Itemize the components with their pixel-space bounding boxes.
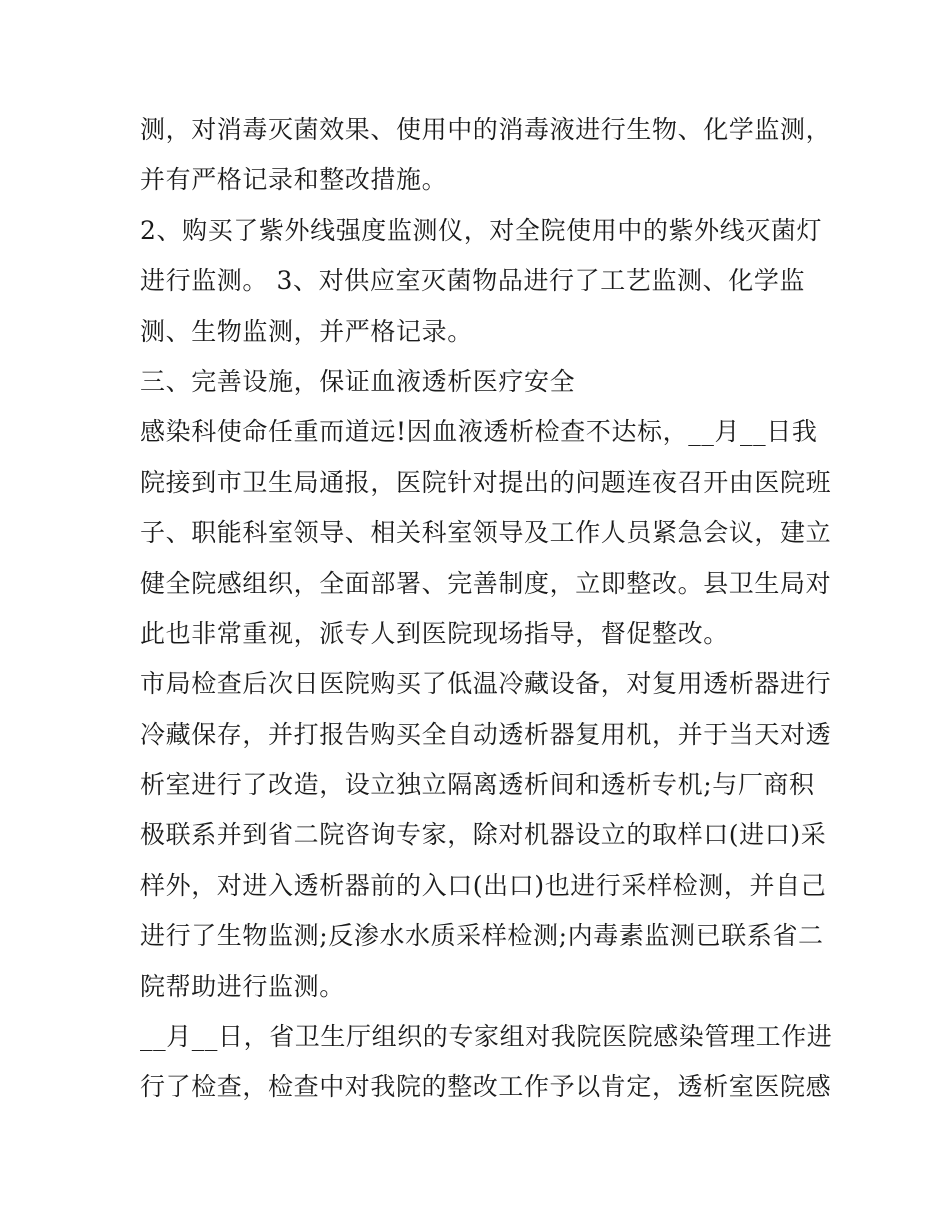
section-heading: 三、完善设施，保证血液透析医疗安全 <box>140 366 576 396</box>
text-line: 感染科使命任重而道远!因血液透析检查不达标，__月__日我 <box>140 417 818 447</box>
text-line: 并有严格记录和整改措施。 <box>140 165 448 195</box>
document-body <box>140 105 833 1113</box>
text-line: 进行了生物监测;反渗水水质采样检测;内毒素监测已联系省二 <box>140 921 824 951</box>
text-line: 极联系并到省二院咨询专家，除对机器设立的取样口(进口)采 <box>140 820 827 850</box>
text-line: 测，对消毒灭菌效果、使用中的消毒液进行生物、化学监测， <box>140 115 832 144</box>
text-line: 析室进行了改造，设立独立隔离透析间和透析专机;与厂商积 <box>140 770 815 800</box>
text-line: 行了检查，检查中对我院的整改工作予以肯定，透析室医院感 <box>140 1072 832 1102</box>
text-line: 此也非常重视，派专人到医院现场指导，督促整改。 <box>140 618 729 648</box>
text-line: 样外，对进入透析器前的入口(出口)也进行采样检测，并自己 <box>140 870 827 900</box>
text-line: 市局检查后次日医院购买了低温冷藏设备，对复用透析器进行 <box>140 669 832 699</box>
text-line: __月__日，省卫生厅组织的专家组对我院医院感染管理工作进 <box>140 1022 833 1052</box>
text-line: 冷藏保存，并打报告购买全自动透析器复用机，并于当天对透 <box>140 719 832 749</box>
text-line: 健全院感组织，全面部署、完善制度，立即整改。县卫生局对 <box>140 568 832 598</box>
text-line: 2、购买了紫外线强度监测仪，对全院使用中的紫外线灭菌灯 <box>140 215 823 245</box>
text-line: 子、职能科室领导、相关科室领导及工作人员紧急会议，建立 <box>140 518 832 548</box>
text-line: 院帮助进行监测。 <box>140 971 345 1001</box>
text-line: 进行监测。 3、对供应室灭菌物品进行了工艺监测、化学监 <box>140 266 806 296</box>
text-line: 测、生物监测，并严格记录。 <box>140 316 473 346</box>
text-line: 院接到市卫生局通报，医院针对提出的问题连夜召开由医院班 <box>140 467 832 497</box>
